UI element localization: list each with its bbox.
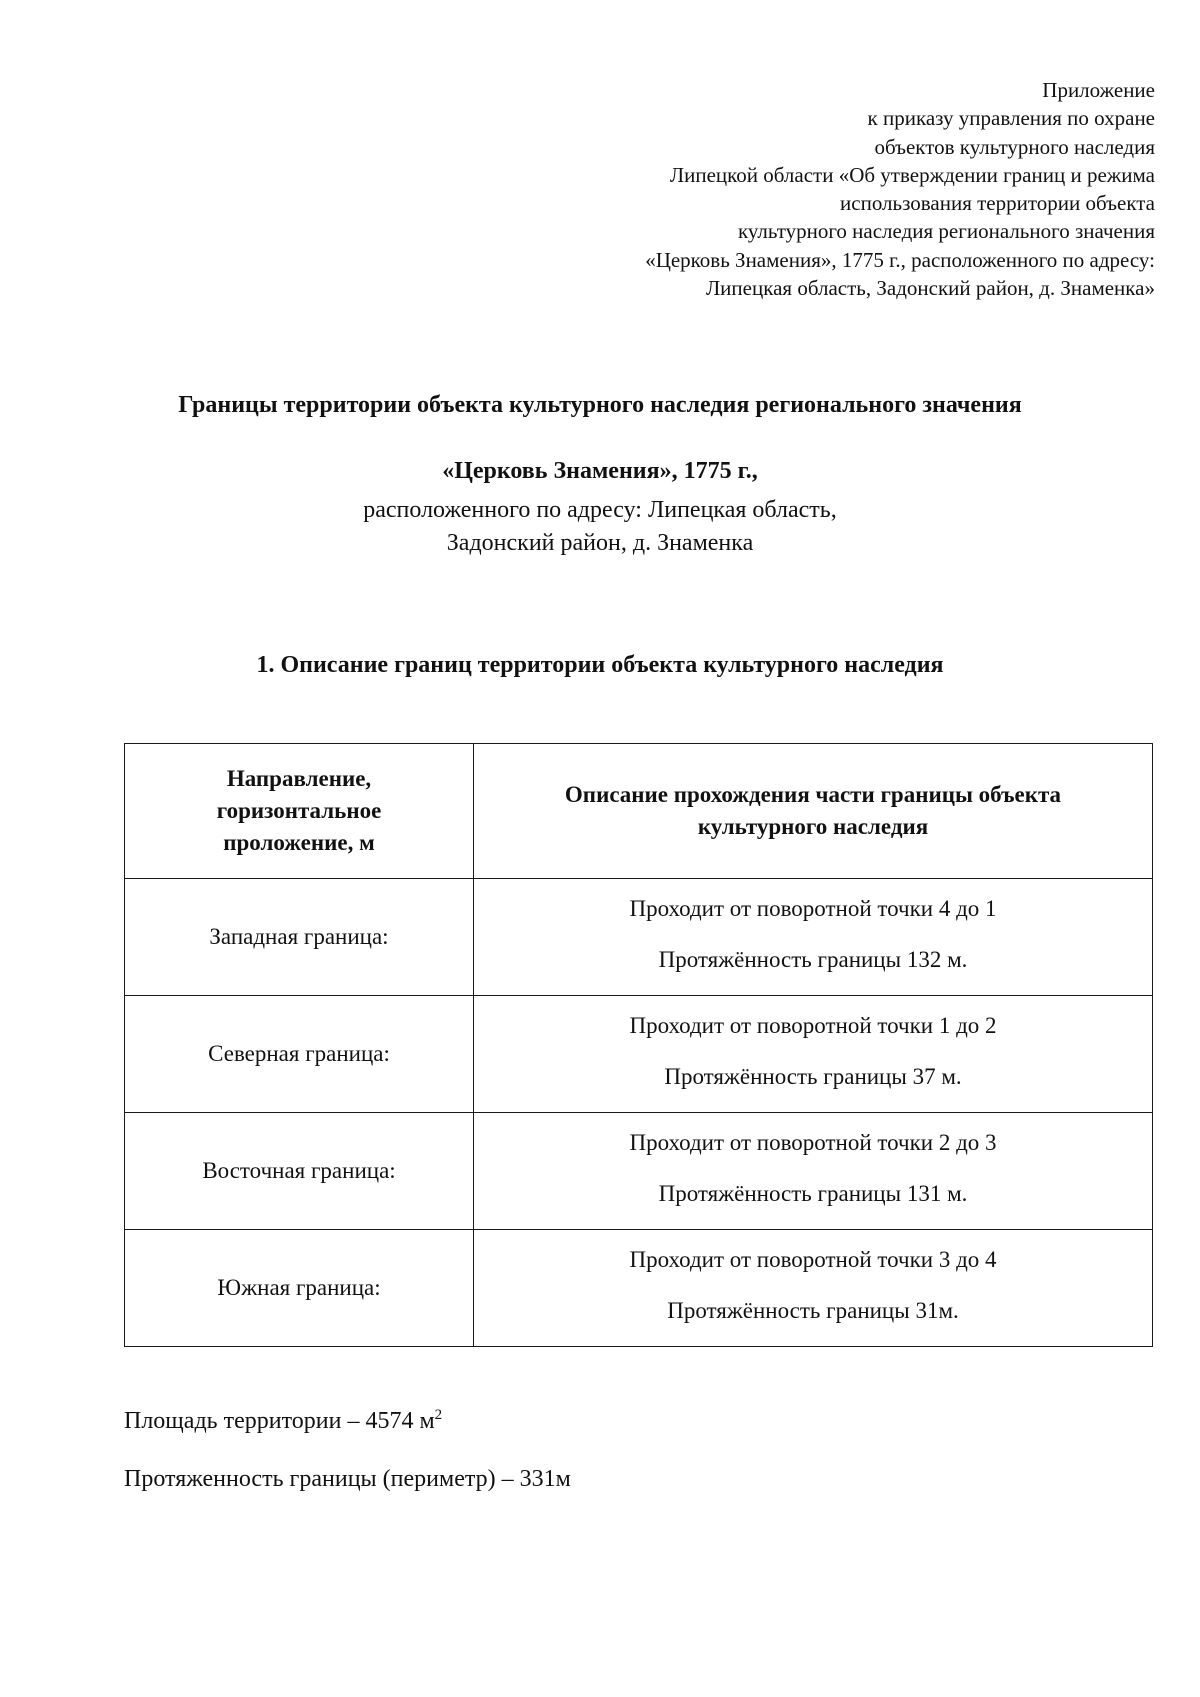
- area-text: Площадь территории – 4574 м: [124, 1408, 435, 1434]
- direction-cell: Северная граница:: [125, 996, 474, 1113]
- header-line: проложение, м: [223, 830, 375, 855]
- header-line: Описание прохождения части границы объекта: [564, 782, 1062, 807]
- appendix-line: Липецкая область, Задонский район, д. Знаменка»: [705, 276, 1155, 301]
- area-summary: [124, 1407, 442, 1435]
- boundaries-table: [124, 743, 1153, 1347]
- passage-text: Проходит от поворотной точки 1 до 2: [629, 1012, 997, 1038]
- passage-text: Проходит от поворотной точки 2 до 3: [629, 1129, 997, 1155]
- address-line: расположенного по адресу: Липецкая область,: [363, 497, 837, 523]
- passage-text: Проходит от поворотной точки 4 до 1: [629, 895, 997, 921]
- header-line: горизонтальное: [216, 798, 382, 823]
- description-cell: [474, 879, 1153, 996]
- perimeter-summary: Протяженность границы (периметр) – 331м: [124, 1466, 571, 1492]
- appendix-line: культурного наследия регионального значения: [737, 219, 1155, 244]
- description-cell: [474, 996, 1153, 1113]
- description-header: [474, 744, 1153, 879]
- appendix-line: Приложение: [1042, 78, 1155, 102]
- appendix-line: Липецкой области «Об утверждении границ и режима: [669, 162, 1155, 187]
- description-cell: [474, 1230, 1153, 1347]
- appendix-line: к приказу управления по охране: [867, 106, 1155, 131]
- section-title: 1. Описание границ территории объекта культурного наследия: [256, 652, 944, 678]
- direction-header: [125, 744, 474, 879]
- table-header-row: [125, 744, 1153, 879]
- appendix-line: «Церковь Знамения», 1775 г., расположенного по адресу:: [645, 247, 1155, 272]
- header-line: культурного наследия: [697, 814, 929, 839]
- address-line: Задонский район, д. Знаменка: [446, 530, 754, 556]
- direction-cell: Восточная граница:: [125, 1113, 474, 1230]
- length-text: Протяжённость границы 131 м.: [658, 1180, 968, 1206]
- table-row: [125, 879, 1153, 996]
- document-title: Границы территории объекта культурного наследия регионального значения: [178, 392, 1022, 418]
- length-text: Протяжённость границы 31м.: [667, 1297, 959, 1323]
- object-address: [0, 494, 1200, 560]
- appendix-line: объектов культурного наследия: [874, 134, 1155, 159]
- table-row: [125, 1113, 1153, 1230]
- table-row: [125, 996, 1153, 1113]
- direction-cell: Южная граница:: [125, 1230, 474, 1347]
- direction-cell: Западная граница:: [125, 879, 474, 996]
- object-name: «Церковь Знамения», 1775 г.,: [442, 458, 758, 484]
- area-unit-superscript: 2: [434, 1407, 443, 1423]
- length-text: Протяжённость границы 37 м.: [664, 1063, 962, 1089]
- table-row: [125, 1230, 1153, 1347]
- description-cell: [474, 1113, 1153, 1230]
- appendix-line: использования территории объекта: [840, 191, 1155, 216]
- appendix-header: [645, 76, 1155, 302]
- length-text: Протяжённость границы 132 м.: [658, 946, 968, 972]
- passage-text: Проходит от поворотной точки 3 до 4: [629, 1246, 997, 1272]
- header-line: Направление,: [226, 766, 372, 791]
